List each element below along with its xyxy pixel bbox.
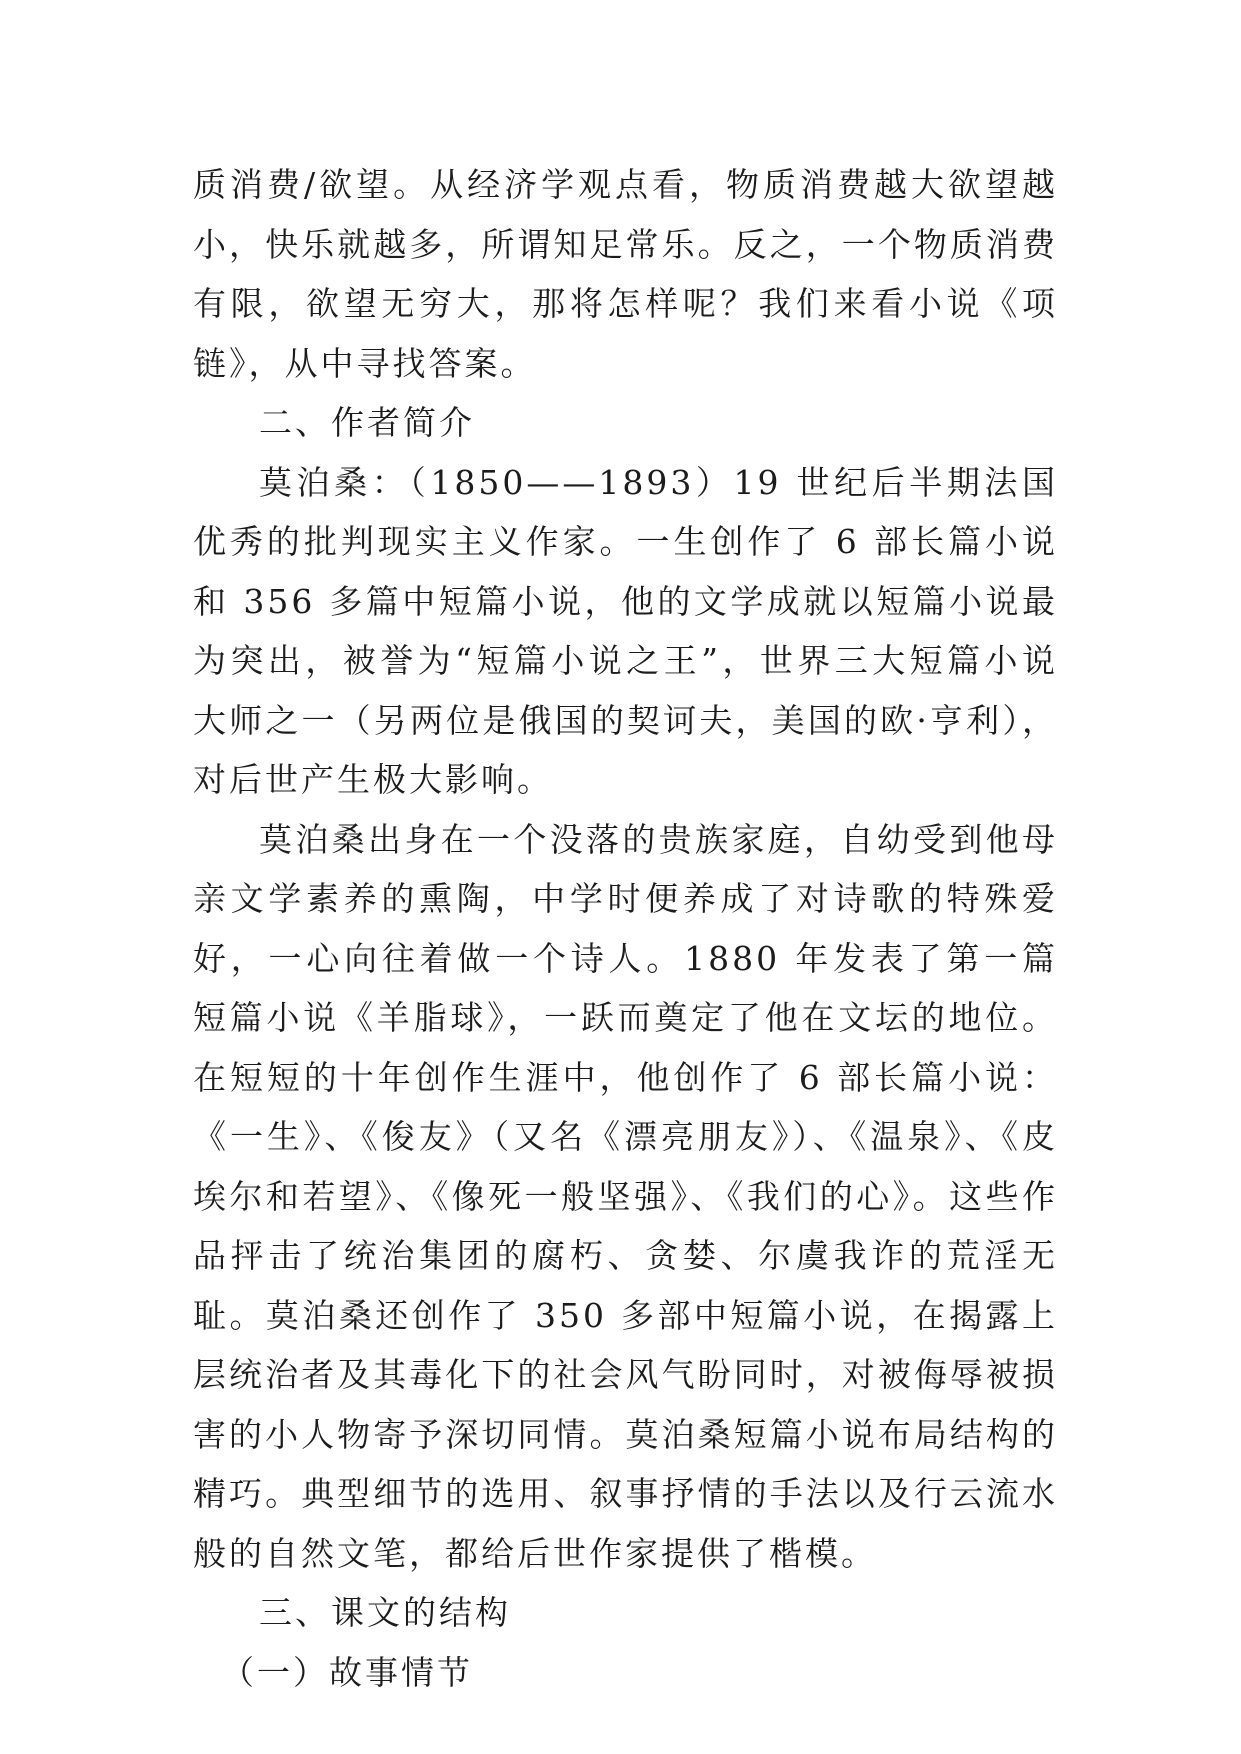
heading-story-plot: （一）故事情节: [221, 1652, 473, 1692]
heading-text-structure: 三、课文的结构: [259, 1593, 511, 1632]
document-body: [193, 155, 1058, 1702]
paragraph-author-career: 莫泊桑出身在一个没落的贵族家庭，自幼受到他母亲文学素养的熏陶，中学时便养成了对诗歌的特殊爱好，一心向往着做一个诗人。1880 年发表了第一篇短篇小说《羊脂球》，一跃而奠定了他在文坛的地位。在短短的十年创作生涯中，他创作了 6 部长篇小说：《一生》、《俊友》（又名《漂亮朋友》）、《温泉》、《皮埃尔和若望》、《像死一般坚强》、《我们的心》。这些作品抨击了统治集团的腐朽、贪婪、尔虞我诈的荒淫无耻。莫泊桑还创作了 350 多部中短篇小说，在揭露上层统治者及其毒化下的社会风气盼同时，对被侮辱被损害的小人物寄予深切同情。莫泊桑短篇小说布局结构的精巧。典型细节的选用、叙事抒情的手法以及行云流水般的自然文笔，都给后世作家提供了楷模。: [193, 819, 1058, 1573]
paragraph-intro-continuation: 质消费/欲望。从经济学观点看，物质消费越大欲望越小，快乐就越多，所谓知足常乐。反之，一个物质消费有限，欲望无穷大，那将怎样呢？我们来看小说《项链》，从中寻找答案。: [193, 165, 1058, 383]
heading-author-intro: 二、作者简介: [259, 403, 475, 442]
paragraph-author-bio: 莫泊桑：（1850——1893）19 世纪后半期法国优秀的批判现实主义作家。一生创作了 6 部长篇小说和 356 多篇中短篇小说，他的文学成就以短篇小说最为突出，被誉为“短篇小说之王”，世界三大短篇小说大师之一（另两位是俄国的契诃夫，美国的欧·亨利），对后世产生极大影响。: [193, 462, 1058, 799]
